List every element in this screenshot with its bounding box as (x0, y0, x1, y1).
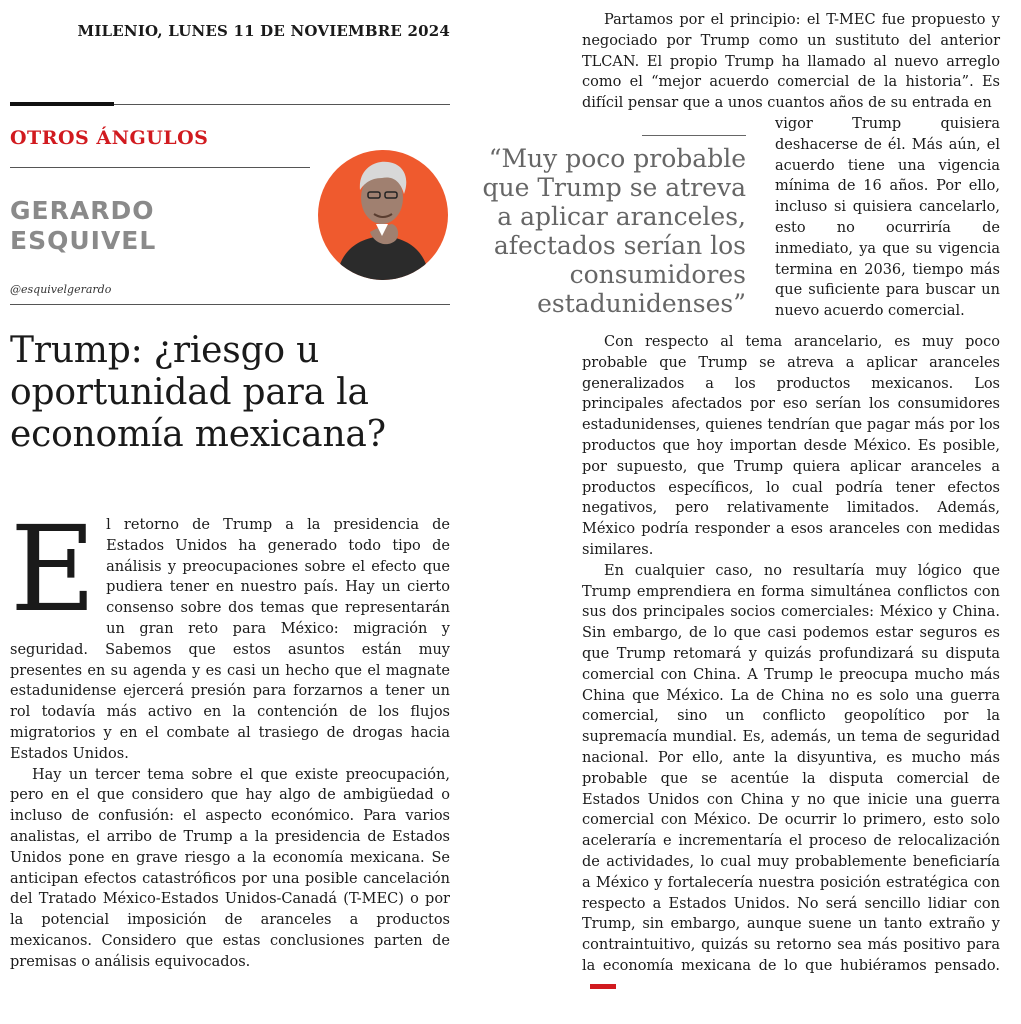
dropcap: E (10, 500, 97, 638)
author-portrait-icon (318, 150, 448, 280)
author-name (10, 196, 210, 256)
paragraph-1-text: l retorno de Trump a la presidencia de Estados Unidos ha generado todo tipo de análisis y preocupaciones sobre el efecto que pudiera tener en nuestro país. Hay un cierto consenso sobre dos temas que representarán un gran reto para México: migración y seguridad. Sabemos que estos asuntos están muy presentes en su agenda y es casi un hecho que el magnate estadunidense ejercerá presión para forzarnos a tener un rol todavía más activo en la contención de los flujos migratorios y en el combate al trasiego de drogas hacia Estados Unidos. (10, 517, 450, 762)
author-first-name: GERARDO (10, 196, 155, 225)
paragraph-5 (582, 561, 1000, 998)
section-rule (10, 167, 310, 168)
handle-rule (10, 304, 450, 305)
section-label: OTROS ÁNGULOS (10, 127, 209, 149)
pull-quote: “Muy poco probable que Trump se atreva a aplicar aranceles, afectados serían los consumidores estadunidenses” (482, 144, 746, 318)
paragraph-3a: Partamos por el principio: el T-MEC fue propuesto y negociado por Trump como un sustituto del anterior TLCAN. El propio Trump ha llamado al nuevo arreglo como el “mejor acuerdo comercial de la historia”. Es difícil pensar que a unos cuantos años de su entrada en (582, 12, 1000, 112)
paragraph-4: Con respecto al tema arancelario, es muy poco probable que Trump se atreva a aplicar aranceles generalizados a los productos mexicanos. Los principales afectados por eso serían los consumidores estadunidenses, quienes tendrían que pagar más por los productos que hoy importan desde México. Es posible, por supuesto, que Trump quiera aplicar aranceles a productos específicos, lo cual podría tener efectos negativos, pero relativamente limitados. Además, México podría responder a esos aranceles con medidas similares. (582, 334, 1000, 558)
pull-quote-rule (642, 135, 746, 136)
author-last-name: ESQUIVEL (10, 226, 157, 255)
author-photo (318, 150, 448, 280)
paragraph-3b: vigor Trump quisiera deshacerse de él. Más aún, el acuerdo tiene una vigencia mínima de 16 años. Por ello, incluso si quisiera cancelarlo, esto no ocurriría de inmediato, ya que su vigencia termina en 2036, tiempo más que suficiente para buscar un nuevo acuerdo comercial. (775, 116, 1000, 320)
headline: Trump: ¿riesgo u oportunidad para la economía mexicana? (10, 330, 386, 455)
end-mark (590, 984, 616, 989)
article-column-left (10, 500, 450, 973)
article-column-right-bottom (582, 332, 1000, 998)
header-accent-rule (10, 102, 114, 106)
dateline: MILENIO, LUNES 11 DE NOVIEMBRE 2024 (77, 22, 450, 40)
author-handle: @esquivelgerardo (10, 283, 112, 296)
article-column-right-top (582, 10, 1000, 114)
article-column-right-middle (775, 114, 1000, 322)
paragraph-1 (10, 500, 450, 765)
paragraph-5-text: En cualquier caso, no resultaría muy lógico que Trump emprendiera en forma simultánea conflictos con sus dos principales socios comerciales: México y China. Sin embargo, de lo que casi podemos estar seguros es que Trump retomará y quizás profundizará su disputa comercial con China. A Trump le preocupa mucho más China que México. La de China no es solo una guerra comercial, sino un conflicto geopolítico por la supremacía mundial. Es, además, un tema de seguridad nacional. Por ello, ante la disyuntiva, es mucho más probable que se acentúe la disputa comercial de Estados Unidos con China y no que inicie una guerra comercial con México. De ocurrir lo primero, esto solo aceleraría e incrementaría el proceso de relocalización de actividades, lo cual muy probablemente beneficiaría a México y fortalecería nuestra posición estratégica con respecto a Estados Unidos. No será sencillo lidiar con Trump, sin embargo, aunque suene un tanto extraño y contraintuitivo, quizás su retorno sea más positivo para la economía mexicana de lo que hubiéramos pensado. (582, 562, 1000, 974)
paragraph-2: Hay un tercer tema sobre el que existe preocupación, pero en el que considero que hay algo de ambigüedad o incluso de confusión: el aspecto económico. Para varios analistas, el arribo de Trump a la presidencia de Estados Unidos pone en grave riesgo a la economía mexicana. Se anticipan efectos catastróficos por una posible cancelación del Tratado México-Estados Unidos-Canadá (T-MEC) o por la potencial imposición de aranceles a productos mexicanos. Considero que estas conclusiones parten de premisas o análisis equivocados. (10, 766, 450, 970)
